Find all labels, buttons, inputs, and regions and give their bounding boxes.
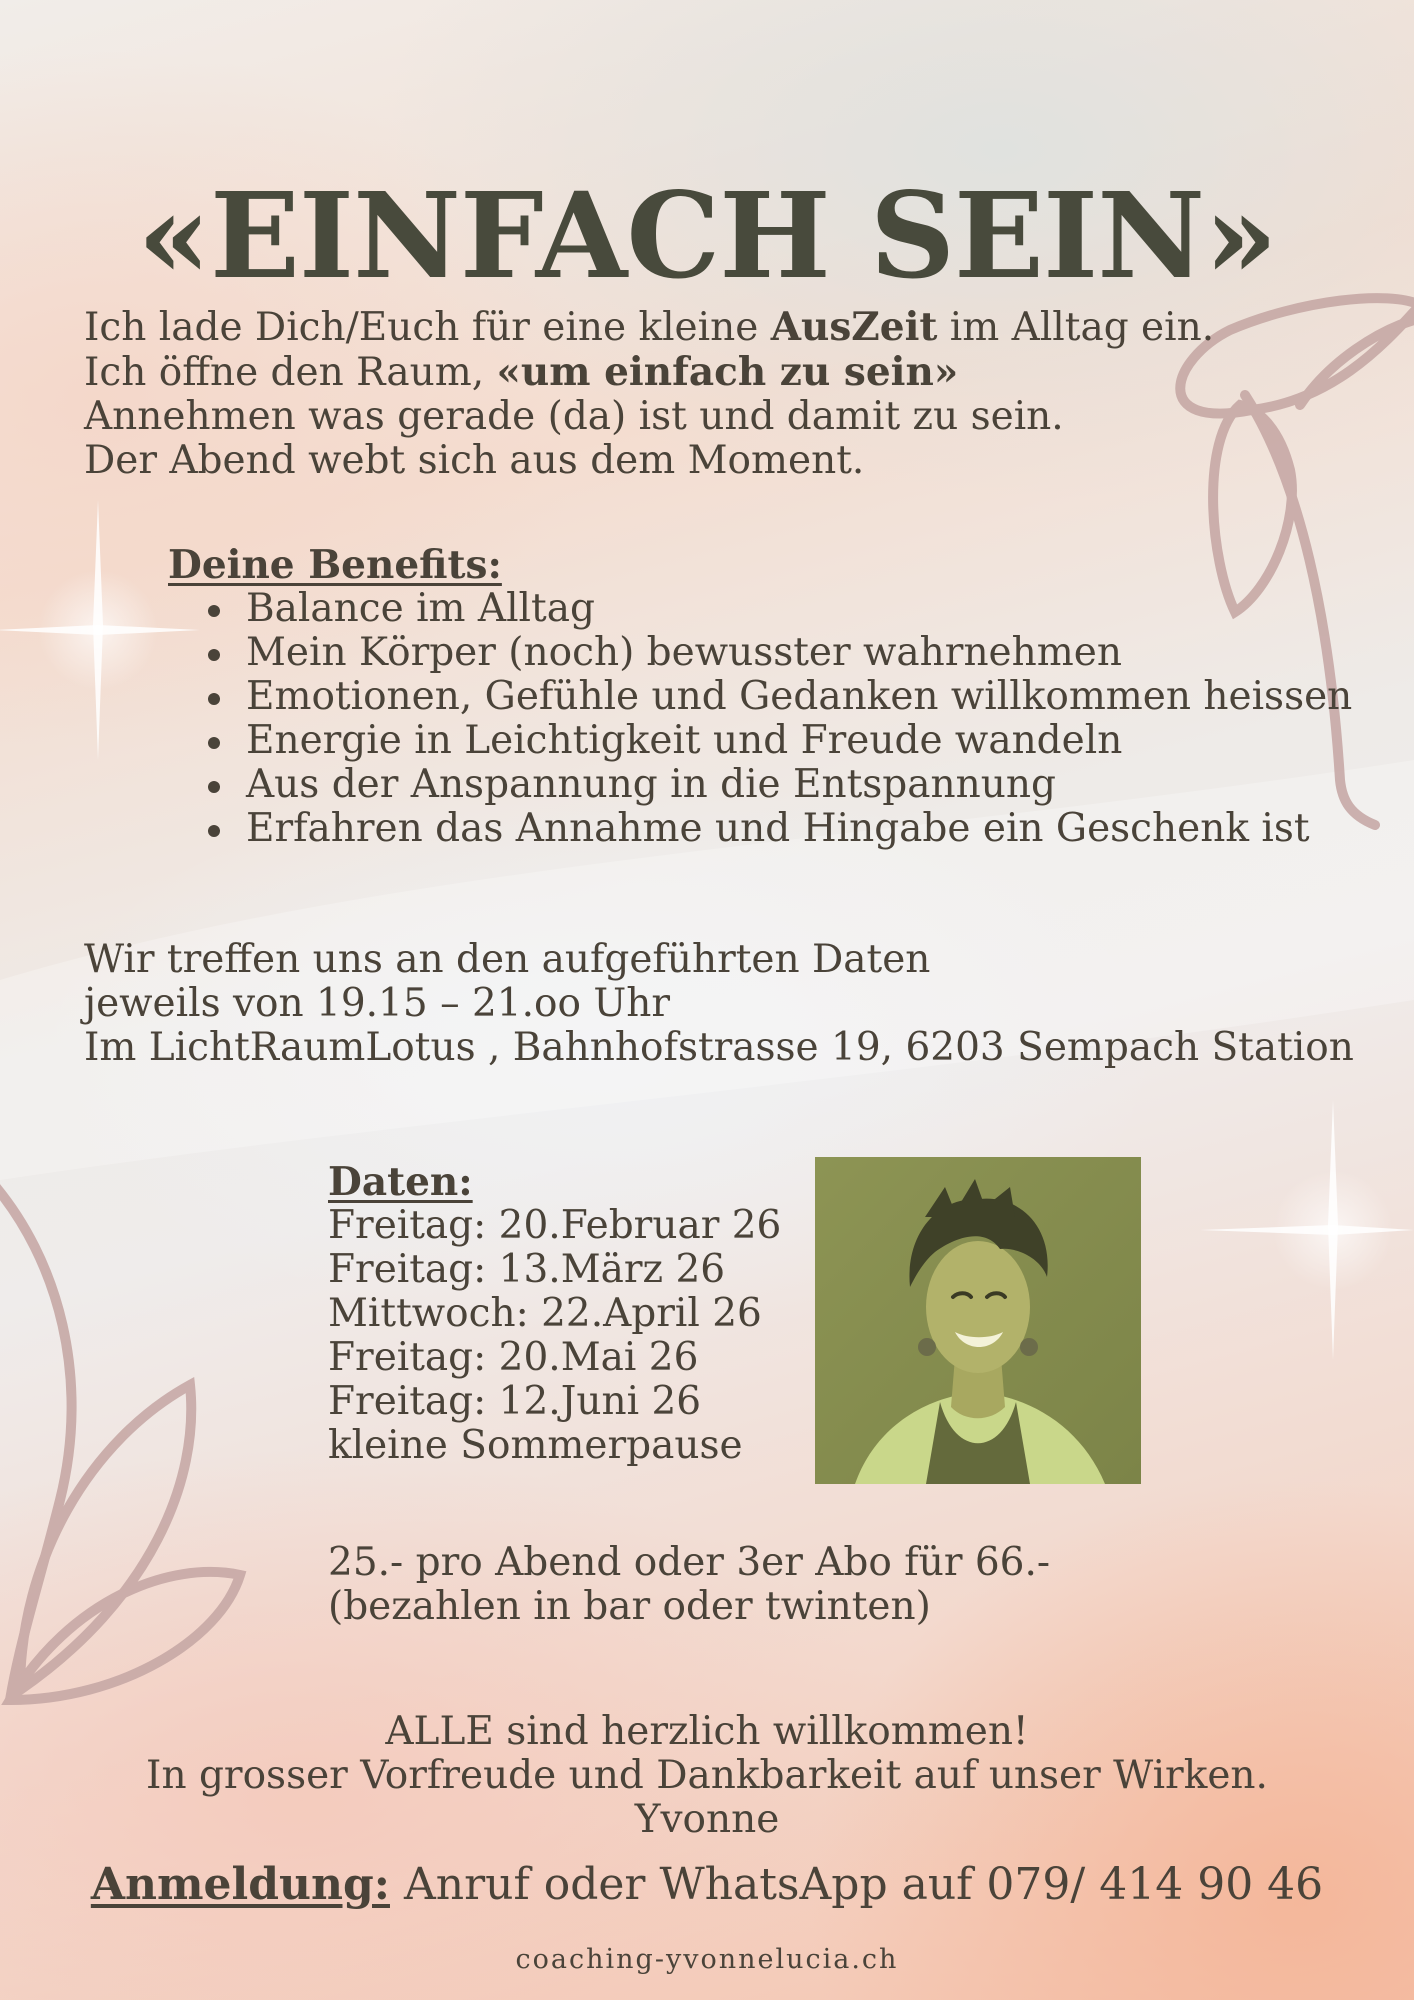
closing-line-2: In grosser Vorfreude und Dankbarkeit auf unser Wirken. <box>146 1753 1268 1798</box>
intro-highlight-auszeit: AusZeit <box>770 304 938 350</box>
price-line: 25.- pro Abend oder 3er Abo für 66.- <box>328 1540 1051 1585</box>
date-item: Freitag: 13.März 26 <box>328 1247 726 1292</box>
meeting-line-1: Wir treffen uns an den aufgeführten Daten <box>84 937 931 982</box>
registration-contact: Anruf oder WhatsApp auf 079/ 414 90 46 <box>389 1859 1324 1910</box>
intro-paragraph <box>84 305 1214 483</box>
bullet-icon <box>208 781 220 793</box>
bullet-icon <box>208 605 220 617</box>
dates-heading: Daten: <box>328 1159 473 1205</box>
intro-line-2: Ich öffne den Raum, «um einfach zu sein» <box>84 349 959 395</box>
intro-highlight-einfach-sein: «um einfach zu sein» <box>496 349 959 395</box>
portrait-image <box>815 1157 1141 1484</box>
meeting-time: jeweils von 19.15 – 21.oo Uhr <box>84 981 670 1026</box>
benefit-item: Energie in Leichtigkeit und Freude wandeln <box>168 719 1352 763</box>
price-info <box>328 1541 1050 1629</box>
bullet-icon <box>208 737 220 749</box>
intro-line-1: Ich lade Dich/Euch für eine kleine AusZeit im Alltag ein. <box>84 304 1215 350</box>
bullet-icon <box>208 825 220 837</box>
date-item: kleine Sommerpause <box>328 1423 743 1468</box>
page-title: «EINFACH SEIN» <box>137 166 1277 306</box>
website-url[interactable]: coaching-yvonnelucia.ch <box>515 1944 899 1975</box>
meeting-location: Im LichtRaumLotus , Bahnhofstrasse 19, 6203 Sempach Station <box>84 1025 1354 1070</box>
signature-name: Yvonne <box>634 1797 780 1842</box>
benefits-heading: Deine Benefits: <box>168 542 502 588</box>
closing-line-1: ALLE sind herzlich willkommen! <box>385 1709 1029 1754</box>
bullet-icon <box>208 693 220 705</box>
intro-line-4: Der Abend webt sich aus dem Moment. <box>84 438 865 483</box>
bullet-icon <box>208 649 220 661</box>
intro-line-3: Annehmen was gerade (da) ist und damit zu sein. <box>84 394 1064 439</box>
date-item: Freitag: 12.Juni 26 <box>328 1379 702 1424</box>
date-item: Mittwoch: 22.April 26 <box>328 1291 762 1336</box>
date-item: Freitag: 20.Mai 26 <box>328 1335 699 1380</box>
registration-info <box>0 1861 1414 1909</box>
benefit-item: Erfahren das Annahme und Hingabe ein Geschenk ist <box>168 807 1352 851</box>
meeting-info <box>84 938 1354 1070</box>
benefit-item: Mein Körper (noch) bewusster wahrnehmen <box>168 631 1352 675</box>
registration-label: Anmeldung: <box>90 1859 390 1910</box>
benefit-item: Emotionen, Gefühle und Gedanken willkommen heissen <box>168 675 1352 719</box>
benefit-item: Balance im Alltag <box>168 587 1352 631</box>
benefits-list <box>168 587 1352 851</box>
dates-section <box>328 1160 781 1468</box>
benefits-section <box>168 543 1352 851</box>
benefit-item: Aus der Anspannung in die Entspannung <box>168 763 1352 807</box>
portrait-photo <box>815 1157 1141 1484</box>
payment-note: (bezahlen in bar oder twinten) <box>328 1584 931 1629</box>
date-item: Freitag: 20.Februar 26 <box>328 1203 782 1248</box>
closing-message <box>0 1710 1414 1842</box>
